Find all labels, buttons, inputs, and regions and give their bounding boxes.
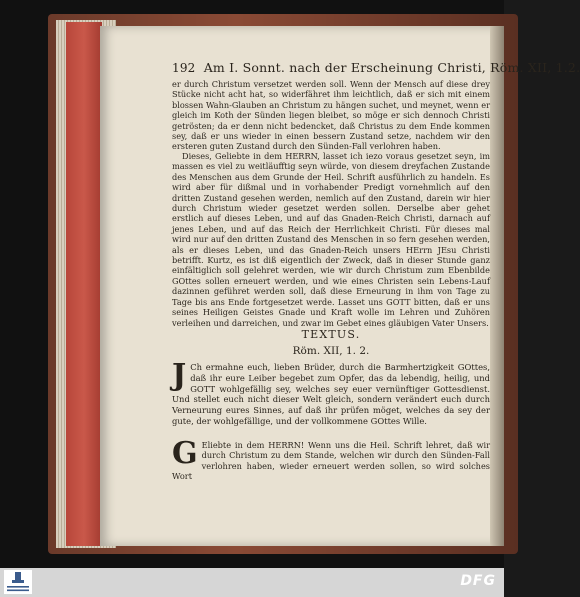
textus-heading: TEXTUS. [301, 328, 361, 341]
red-page-edge [66, 22, 102, 546]
library-logo-icon[interactable] [4, 570, 32, 594]
running-head [172, 60, 580, 80]
dfg-logo[interactable]: DFG [460, 573, 496, 589]
paragraph-4 [172, 436, 490, 482]
page-number: 192 [172, 61, 196, 75]
verse-text: Ch ermahne euch, lieben Brüder, durch die Barmhertzigkeit GOttes, daß ihr eure Leiber begebet zum Opfer, das da lebendig, heilig, und GOTT wohlgefällig sey, welches sey euer vernünftiger Gottesdienst. Und stellet euch nicht dieser Welt gleich, sondern verändert euch durch Verneurung eures Sinnes, auf daß ihr prüfen möget, welches da sey der gute, der wohlgefällige, und der vollkommene GOttes Wille. [172, 362, 490, 426]
library-logo-icon [4, 570, 32, 594]
paragraph-1: er durch Christum versetzet werden soll. Wenn der Mensch auf diese drey Stücke nicht acht hat, so widerfähret ihm leichtlich, daß er sich mit einem blossen Wahn-Glauben an Christum zu hängen suchet, und meynet, wenn er gleich im Koth der Sünden liegen bleibet, so möge er sich dennoch Christi getrösten; da er denn nicht bedencket, daß Christus zu dem Ende kommen sey, daß er uns wieder in einen bessern Zustand setze, nachdem wir den ersteren guten Zustand durch den Sünden-Fall verlohren haben. [172, 79, 490, 152]
drop-cap: G [172, 436, 198, 471]
viewer-footer [0, 568, 504, 597]
paragraph-2: Dieses, Geliebte in dem HERRN, lasset ich iezo voraus gesetzet seyn, im massen es viel zu weitläufftig seyn würde, von diesem dreyfachen Zustande des Menschen aus dem Grunde der Heil. Schrift ausführlich zu handeln. Es wird aber für dißmal und in vorhabender Predigt vornehmlich auf den dritten Zustand gesehen werden, nemlich auf den Zustand, darein wir hier durch Christum wieder gesetzet werden sollen. Derselbe aber gehet erstlich auf dieses Leben, und auf das Gnaden-Reich Christi, darnach auf jenes Leben, und auf das Reich der Herrlichkeit Christi. Für dieses mal wird nur auf den dritten Zustand des Menschen in so fern gesehen werden, als er dieses Leben, und das Gnaden-Reich unsers HErrn JEsu Christi betrifft. Kurtz, es ist diß eigentlich der Zweck, daß in dieser Stunde ganz einfältiglich soll gelehret werden, wie wir durch Christum zum Ebenbilde GOttes sollen erneuert werden, und wie eines Christen sein Lebens-Lauf dazinnen geführet werden soll, daß diese Erneurung in ihm von Tage zu Tage bis ans Ende fortgesetzet werde. Lasset uns GOTT bitten, daß er uns seines Heiligen Geistes Gnade und Kraft wolle im Lehren und Zuhören verleihen und darreichen, und zwar im Gebet eines gläubigen Vater Unsers. [172, 151, 490, 328]
scripture-verse [172, 358, 490, 427]
paragraph-4-text: Eliebte in dem HERRN! Wenn uns die Heil. Schrift lehret, daß wir durch Christum zu dem Stande, welchen wir durch den Sünden-Fall verlohren haben, wieder erneuert werden sollen, so wird solches Wort [172, 440, 490, 482]
page-gutter [490, 26, 504, 546]
scripture-reference: Röm. XII, 1. 2. [292, 345, 370, 357]
running-head-title: Am I. Sonnt. nach der Erscheinung Christi, Röm. XII, 1.2. [203, 60, 580, 75]
drop-cap: J [172, 358, 187, 393]
